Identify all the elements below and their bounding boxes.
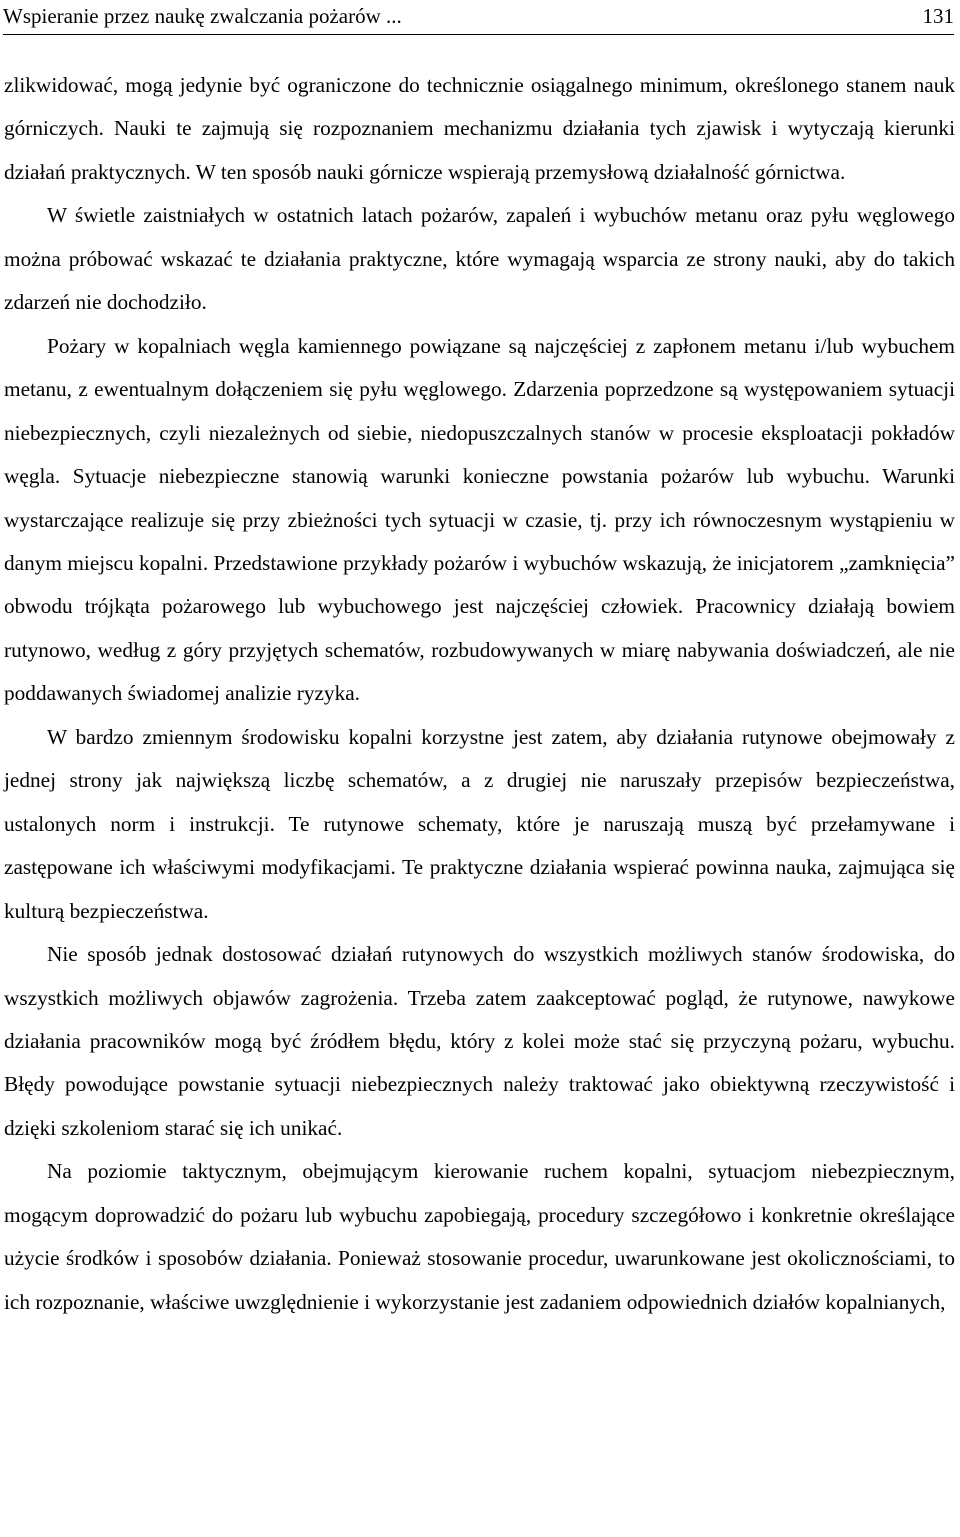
running-header <box>3 0 954 35</box>
paragraph-4: W bardzo zmiennym środowisku kopalni korzystne jest zatem, aby działania rutynowe obejmowały z jednej strony jak największą liczbę schematów, a z drugiej nie naruszały przepisów bezpieczeństwa, ustalonych norm i instrukcji. Te rutynowe schematy, które je naruszają muszą być przełamywane i zastępowane ich właściwymi modyfikacjami. Te praktyczne działania wspierać powinna nauka, zajmująca się kulturą bezpieczeństwa. <box>4 724 955 923</box>
paragraph-2: W świetle zaistniałych w ostatnich latach pożarów, zapaleń i wybuchów metanu oraz pyłu węglowego można próbować wskazać te działania praktyczne, które wymagają wsparcia ze strony nauki, aby do takich zdarzeń nie dochodziło. <box>4 203 955 315</box>
page-number: 131 <box>922 4 954 28</box>
paragraph-5: Nie sposób jednak dostosować działań rutynowych do wszystkich możliwych stanów środowiska, do wszystkich możliwych objawów zagrożenia. Trzeba zatem zaakceptować pogląd, że rutynowe, nawykowe działania pracowników mogą być źródłem błędu, który z kolei może stać się przyczyną pożaru, wybuchu. Błędy powodujące powstanie sytuacji niebezpiecznych należy traktować jako obiektywną rzeczywistość i dzięki szkoleniom starać się ich unikać. <box>4 942 955 1140</box>
running-header-title: Wspieranie przez naukę zwalczania pożarów ... <box>3 4 402 28</box>
body-text <box>4 64 955 1324</box>
paragraph-1: zlikwidować, mogą jedynie być ograniczone do technicznie osiągalnego minimum, określonego stanem nauk górniczych. Nauki te zajmują się rozpoznaniem mechanizmu działania tych zjawisk i wytyczają kierunki działań praktycznych. W ten sposób nauki górnicze wspierają przemysłową działalność górnictwa. <box>4 73 955 184</box>
paragraph-6: Na poziomie taktycznym, obejmującym kierowanie ruchem kopalni, sytuacjom niebezpiecznym, mogącym doprowadzić do pożaru lub wybuchu zapobiegają, procedury szczegółowo i konkretnie określające użycie środków i sposobów działania. Ponieważ stosowanie procedur, uwarunkowane jest okolicznościami, to ich rozpoznanie, właściwe uwzględnienie i wykorzystanie jest zadaniem odpowiednich działów kopalnianych, <box>4 1159 955 1314</box>
paragraph-3: Pożary w kopalniach węgla kamiennego powiązane są najczęściej z zapłonem metanu i/lub wybuchem metanu, z ewentualnym dołączeniem się pyłu węglowego. Zdarzenia poprzedzone są występowaniem sytuacji niebezpiecznych, czyli niezależnych od siebie, niedopuszczalnych stanów w procesie eksploatacji pokładów węgla. Sytuacje niebezpieczne stanowią warunki konieczne powstania pożarów lub wybuchu. Warunki wystarczające realizuje się przy zbieżności tych sytuacji w czasie, tj. przy ich równoczesnym wystąpieniu w danym miejscu kopalni. Przedstawione przykłady pożarów i wybuchów wskazują, że inicjatorem „zamknięcia” obwodu trójkąta pożarowego lub wybuchowego jest najczęściej człowiek. Pracownicy działają bowiem rutynowo, według z góry przyjętych schematów, rozbudowywanych w miarę nabywania doświadczeń, ale nie poddawanych świadomej analizie ryzyka. <box>4 333 955 706</box>
